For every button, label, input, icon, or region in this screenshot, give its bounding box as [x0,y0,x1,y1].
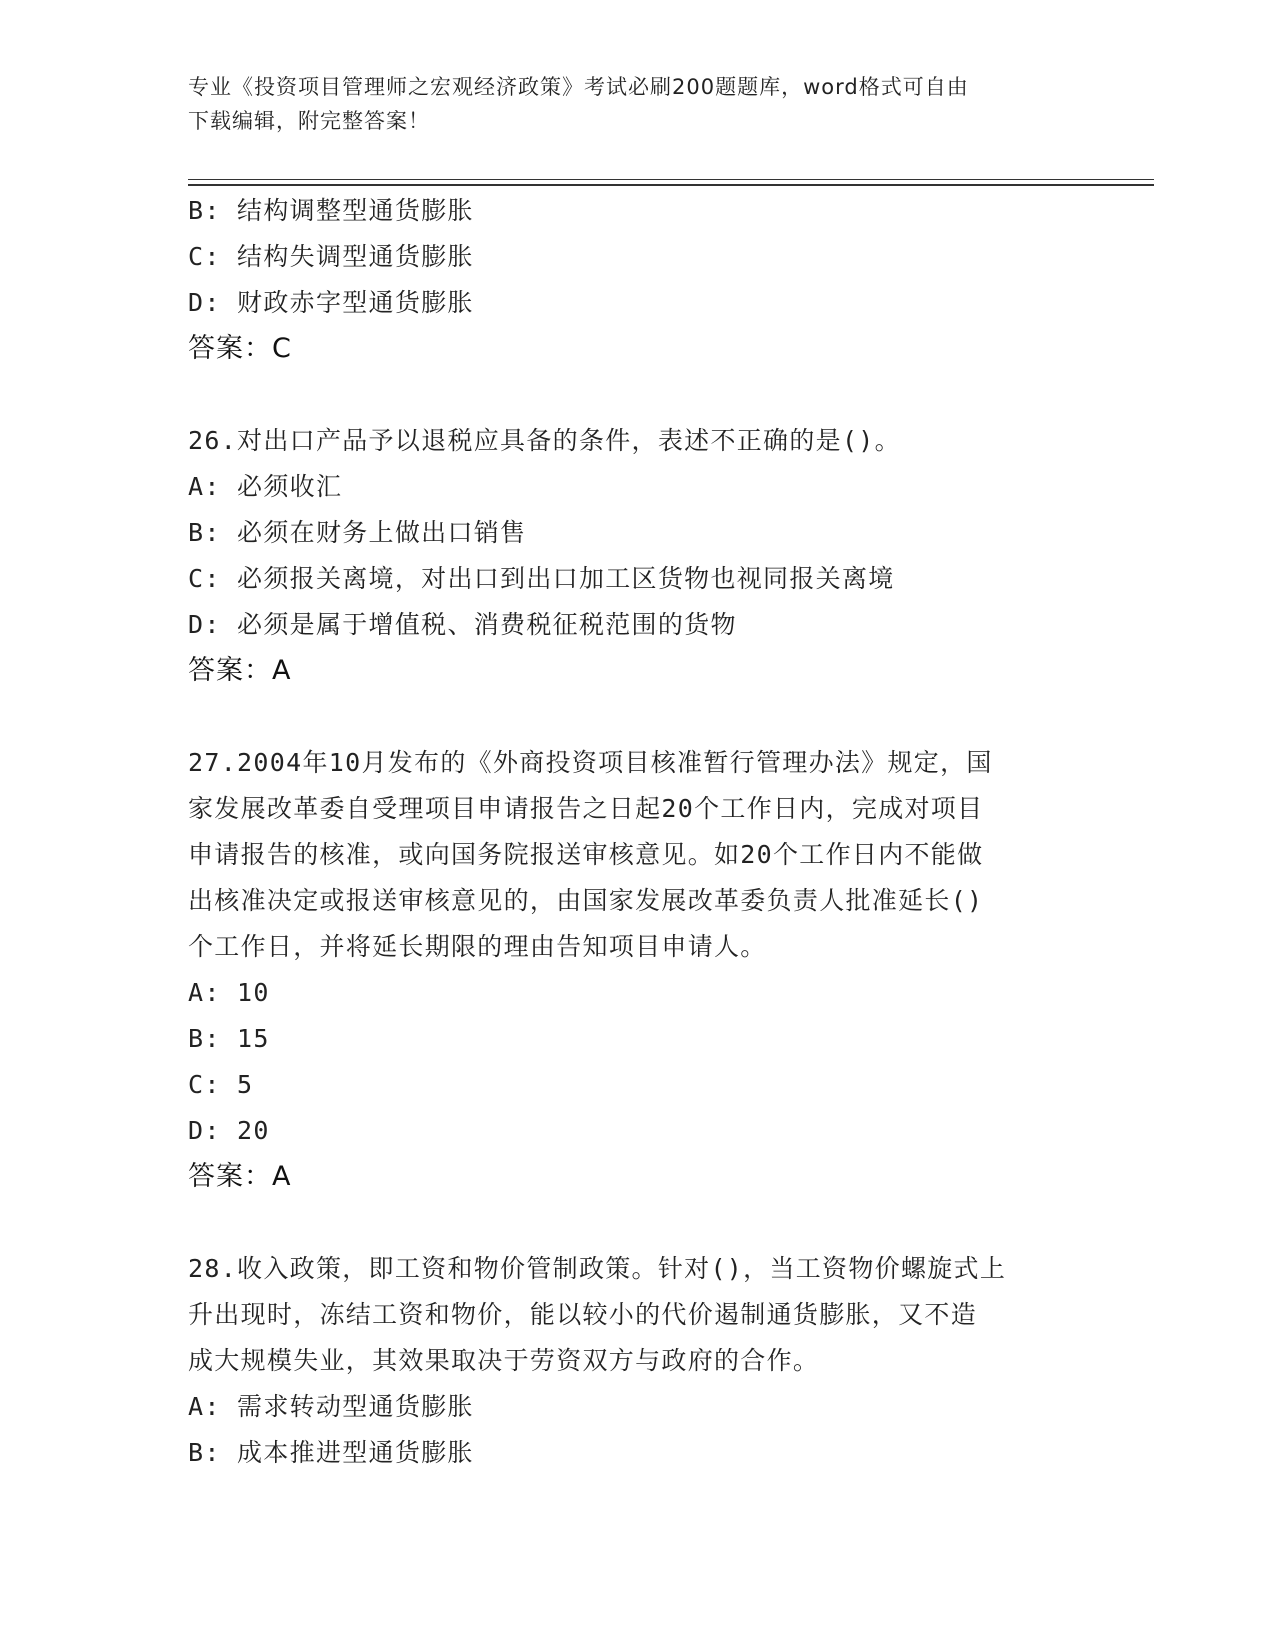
q27-question-line-4: 出核准决定或报送审核意见的，由国家发展改革委负责人批准延长() [188,886,984,915]
q26-option-b: B: 必须在财务上做出口销售 [188,518,527,547]
q26-option-c: C: 必须报关离境，对出口到出口加工区货物也视同报关离境 [188,564,895,593]
q25-answer: 答案：C [188,333,292,364]
q28-option-a: A: 需求转动型通货膨胀 [188,1392,474,1421]
header-rule-thick [188,184,1154,186]
q27-option-a: A: 10 [188,978,270,1007]
q28-option-b: B: 成本推进型通货膨胀 [188,1438,474,1467]
q27-question-line-5: 个工作日，并将延长期限的理由告知项目申请人。 [188,932,767,961]
q26-option-a: A: 必须收汇 [188,472,343,501]
q27-question-line-2: 家发展改革委自受理项目申请报告之日起20个工作日内，完成对项目 [188,794,984,823]
q26-answer: 答案：A [188,655,292,686]
q25-option-b: B: 结构调整型通货膨胀 [188,196,474,225]
document-header [188,70,1068,138]
spacer [188,694,1088,740]
q26-question: 26.对出口产品予以退税应具备的条件，表述不正确的是()。 [188,426,901,455]
header-line-2: 下载编辑，附完整答案！ [188,109,430,133]
q28-question-line-1: 28.收入政策，即工资和物价管制政策。针对()，当工资物价螺旋式上 [188,1254,1007,1283]
q27-question-line-1: 27.2004年10月发布的《外商投资项目核准暂行管理办法》规定，国 [188,748,993,777]
q27-question-line-3: 申请报告的核准，或向国务院报送审核意见。如20个工作日内不能做 [188,840,984,869]
spacer [188,372,1088,418]
q25-option-c: C: 结构失调型通货膨胀 [188,242,474,271]
document-body [188,188,1088,1476]
q28-question-line-3: 成大规模失业，其效果取决于劳资双方与政府的合作。 [188,1346,820,1375]
q25-option-d: D: 财政赤字型通货膨胀 [188,288,474,317]
header-line-1: 专业《投资项目管理师之宏观经济政策》考试必刷200题题库，word格式可自由 [188,75,969,99]
q27-answer: 答案：A [188,1161,292,1192]
header-rule-thin [188,179,1154,180]
q27-option-d: D: 20 [188,1116,270,1145]
q26-option-d: D: 必须是属于增值税、消费税征税范围的货物 [188,610,737,639]
q27-option-b: B: 15 [188,1024,270,1053]
q28-question-line-2: 升出现时，冻结工资和物价，能以较小的代价遏制通货膨胀，又不造 [188,1300,978,1329]
q27-option-c: C: 5 [188,1070,254,1099]
spacer [188,1200,1088,1246]
